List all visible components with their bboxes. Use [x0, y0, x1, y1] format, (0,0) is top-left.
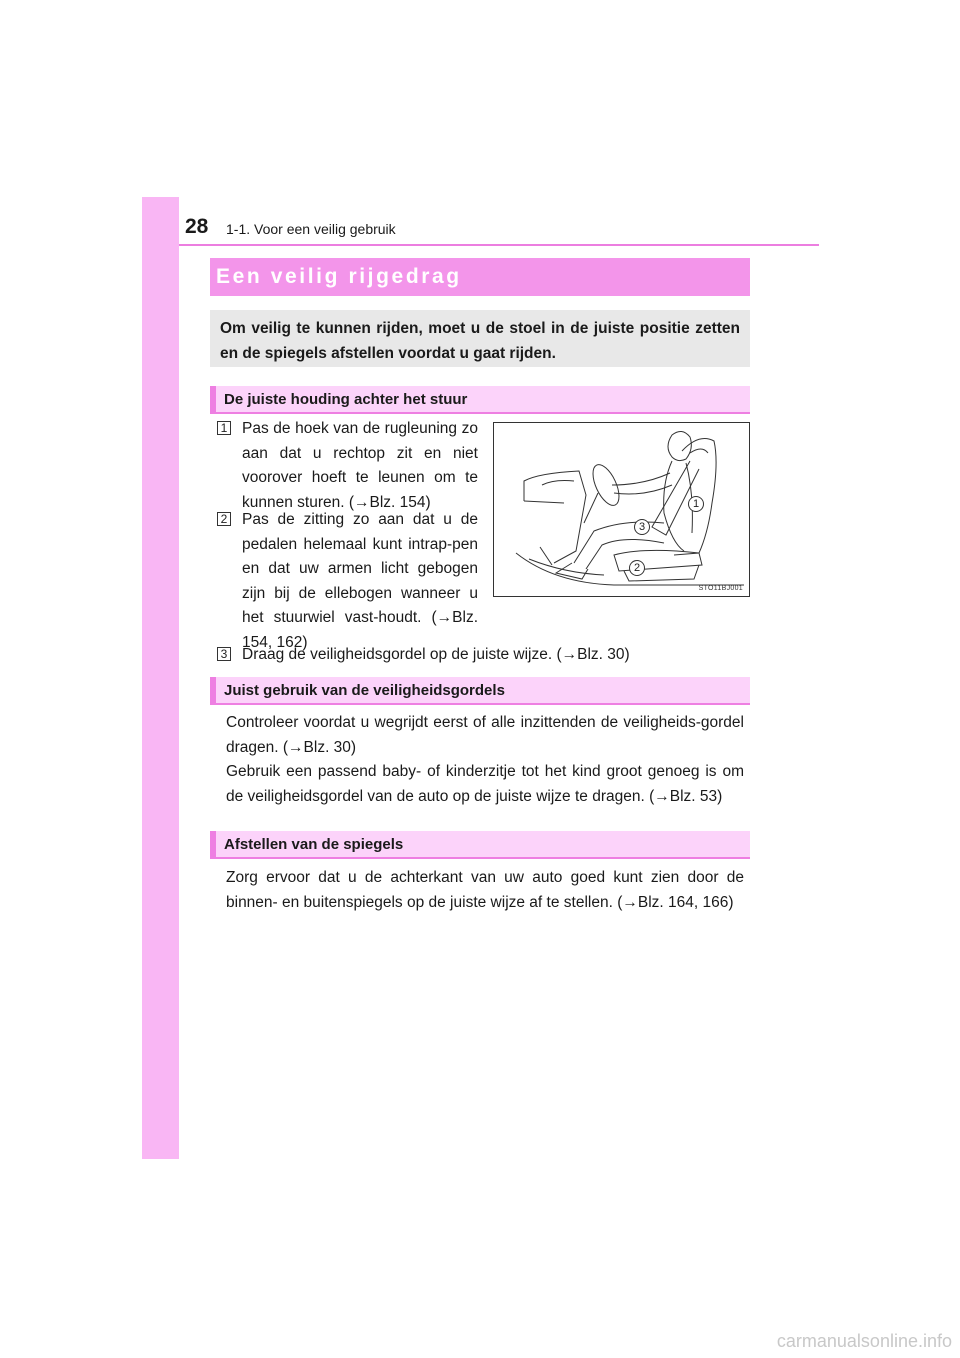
driver-seat-drawing	[494, 423, 749, 596]
seatbelt-paragraph-2: Gebruik een passend baby- of kinderzitje tot het kind groot genoeg is om de veiligheidsgordel van de auto op de juiste wijze te dragen. (→Blz. 53)	[226, 763, 744, 805]
chapter-title: 1-1. Voor een veilig gebruik	[226, 221, 396, 237]
intro-box: Om veilig te kunnen rijden, moet u de stoel in de juiste positie zetten en de spiegels afstellen voordat u gaat rijden.	[210, 310, 750, 367]
mirrors-paragraph: Zorg ervoor dat u de achterkant van uw auto goed kunt zien door de binnen- en buitenspiegels op de juiste wijze af te stellen. (→Blz. 164, 166)	[226, 869, 744, 911]
step-text-1: Pas de hoek van de rugleuning zo aan dat u rechtop zit en niet voorover hoeft te leunen om te kunnen sturen. (→Blz. 154)	[242, 420, 478, 511]
figure-callout-2: 2	[629, 560, 645, 576]
figure-code-label: STO11BJ001	[698, 585, 743, 592]
figure-callout-1: 1	[688, 496, 704, 512]
figure-callout-3: 3	[634, 519, 650, 535]
section-heading-mirrors: Afstellen van de spiegels	[210, 831, 750, 859]
step-marker-3: 3	[217, 647, 231, 661]
seatbelt-paragraph-1: Controleer voordat u wegrijdt eerst of alle inzittenden de veiligheids-gordel dragen. (→Blz. 30)	[226, 714, 744, 756]
watermark: carmanualsonline.info	[776, 1331, 952, 1351]
page-title: Een veilig rijgedrag	[216, 265, 462, 288]
section-heading-seatbelts: Juist gebruik van de veiligheidsgordels	[210, 677, 750, 705]
section-title-bar	[210, 258, 750, 296]
page-number: 28	[185, 215, 209, 238]
chapter-sidebar-tab	[142, 197, 179, 1159]
header-divider	[179, 244, 819, 246]
driving-posture-illustration	[493, 422, 750, 597]
step-text-3: Draag de veiligheidsgordel op de juiste wijze. (→Blz. 30)	[242, 646, 630, 663]
section-heading-driving-posture: De juiste houding achter het stuur	[210, 386, 750, 414]
step-marker-2: 2	[217, 512, 231, 526]
step-text-2: Pas de zitting zo aan dat u de pedalen helemaal kunt intrap-pen en dat uw armen licht gebogen zijn bij de ellebogen wanneer u het stuurwiel vast-houdt. (→Blz. 154, 162)	[242, 511, 478, 651]
step-marker-1: 1	[217, 421, 231, 435]
